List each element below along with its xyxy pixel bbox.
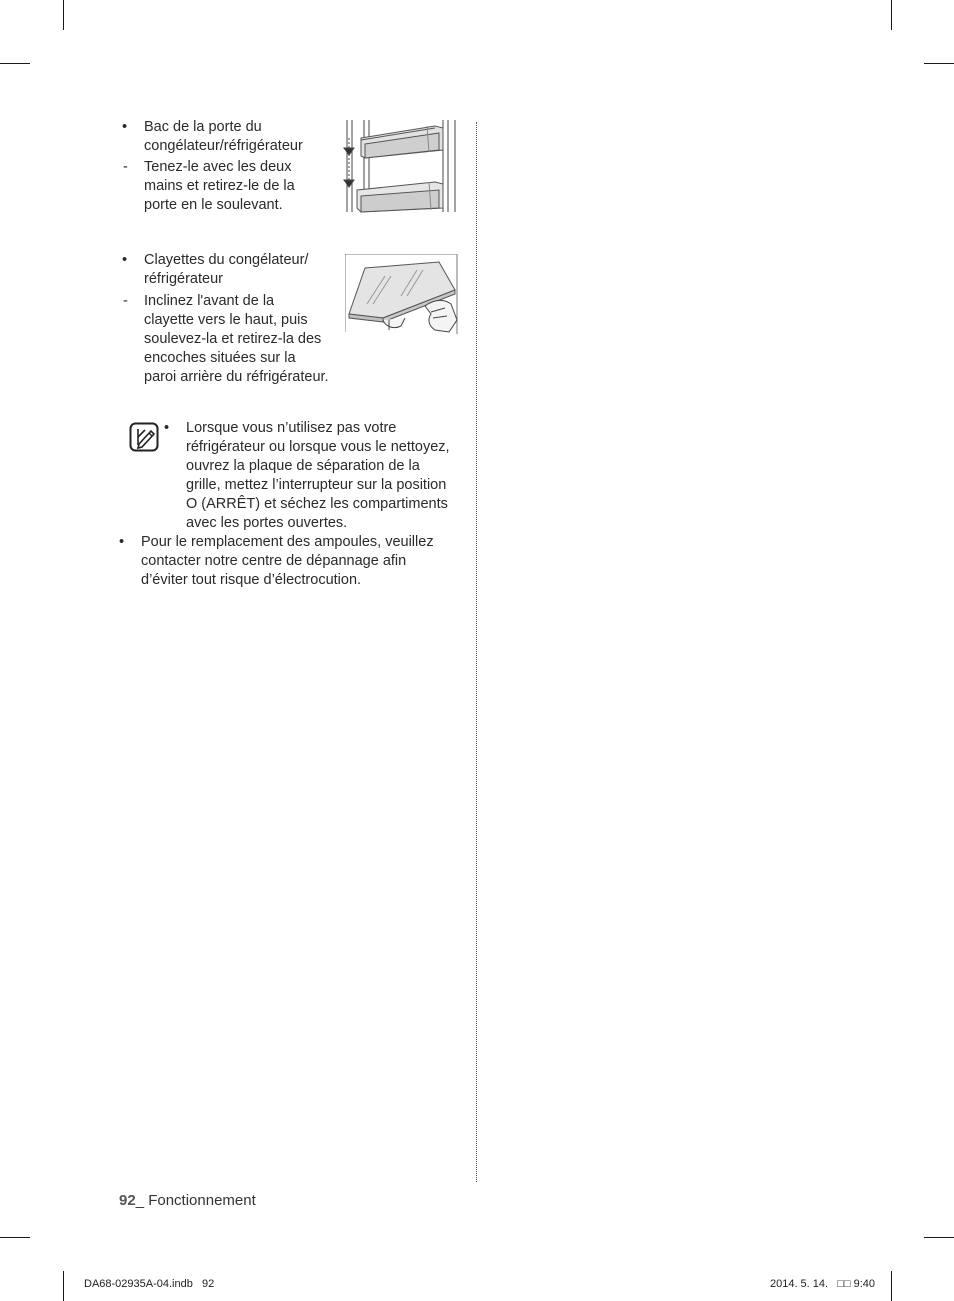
crop-mark <box>0 1237 30 1238</box>
shelf-step: Inclinez l'avant de la clayette vers le haut, puis soulevez-la et retirez-la des encoches situées sur la paroi arrière du réfrigérateur. <box>144 293 329 385</box>
crop-mark <box>891 0 892 30</box>
crop-mark <box>924 1237 954 1238</box>
crop-mark <box>0 63 30 64</box>
section-name: _ Fonctionnement <box>135 1192 256 1209</box>
crop-mark <box>924 63 954 64</box>
crop-mark <box>63 0 64 30</box>
door-bin-illustration <box>343 120 459 214</box>
bulb-replacement-text: Pour le remplacement des ampoules, veuillez contacter notre centre de dépannage afin d’éviter tout risque d’électrocution. <box>141 534 434 588</box>
door-bin-title: Bac de la porte du congélateur/réfrigérateur <box>144 119 303 154</box>
glass-shelf-illustration <box>345 254 459 336</box>
note-pencil-icon <box>129 422 159 452</box>
bullet-marker: • <box>119 534 125 550</box>
page-footer <box>119 1192 256 1209</box>
column-divider <box>476 122 477 1182</box>
bullet-marker: • <box>164 420 170 436</box>
crop-mark <box>63 1271 64 1301</box>
dash-marker: - <box>123 159 128 175</box>
bullet-marker: • <box>122 119 128 135</box>
note-text: Lorsque vous n’utilisez pas votre réfrigérateur ou lorsque vous le nettoyez, ouvrez la plaque de séparation de la grille, mettez l’interrupteur sur la position O (ARRÊT) et séchez les compartiments avec les portes ouvertes. <box>186 420 450 531</box>
bullet-marker: • <box>122 252 128 268</box>
imprint-datetime: 2014. 5. 14. □□ 9:40 <box>769 1278 875 1290</box>
shelf-title: Clayettes du congélateur/ réfrigérateur <box>144 252 309 287</box>
imprint-file: DA68-02935A-04.indb 92 <box>84 1278 215 1290</box>
door-bin-step: Tenez-le avec les deux mains et retirez-le de la porte en le soulevant. <box>144 159 295 213</box>
page-number: 92 <box>119 1192 136 1209</box>
dash-marker: - <box>123 293 128 309</box>
crop-mark <box>891 1271 892 1301</box>
